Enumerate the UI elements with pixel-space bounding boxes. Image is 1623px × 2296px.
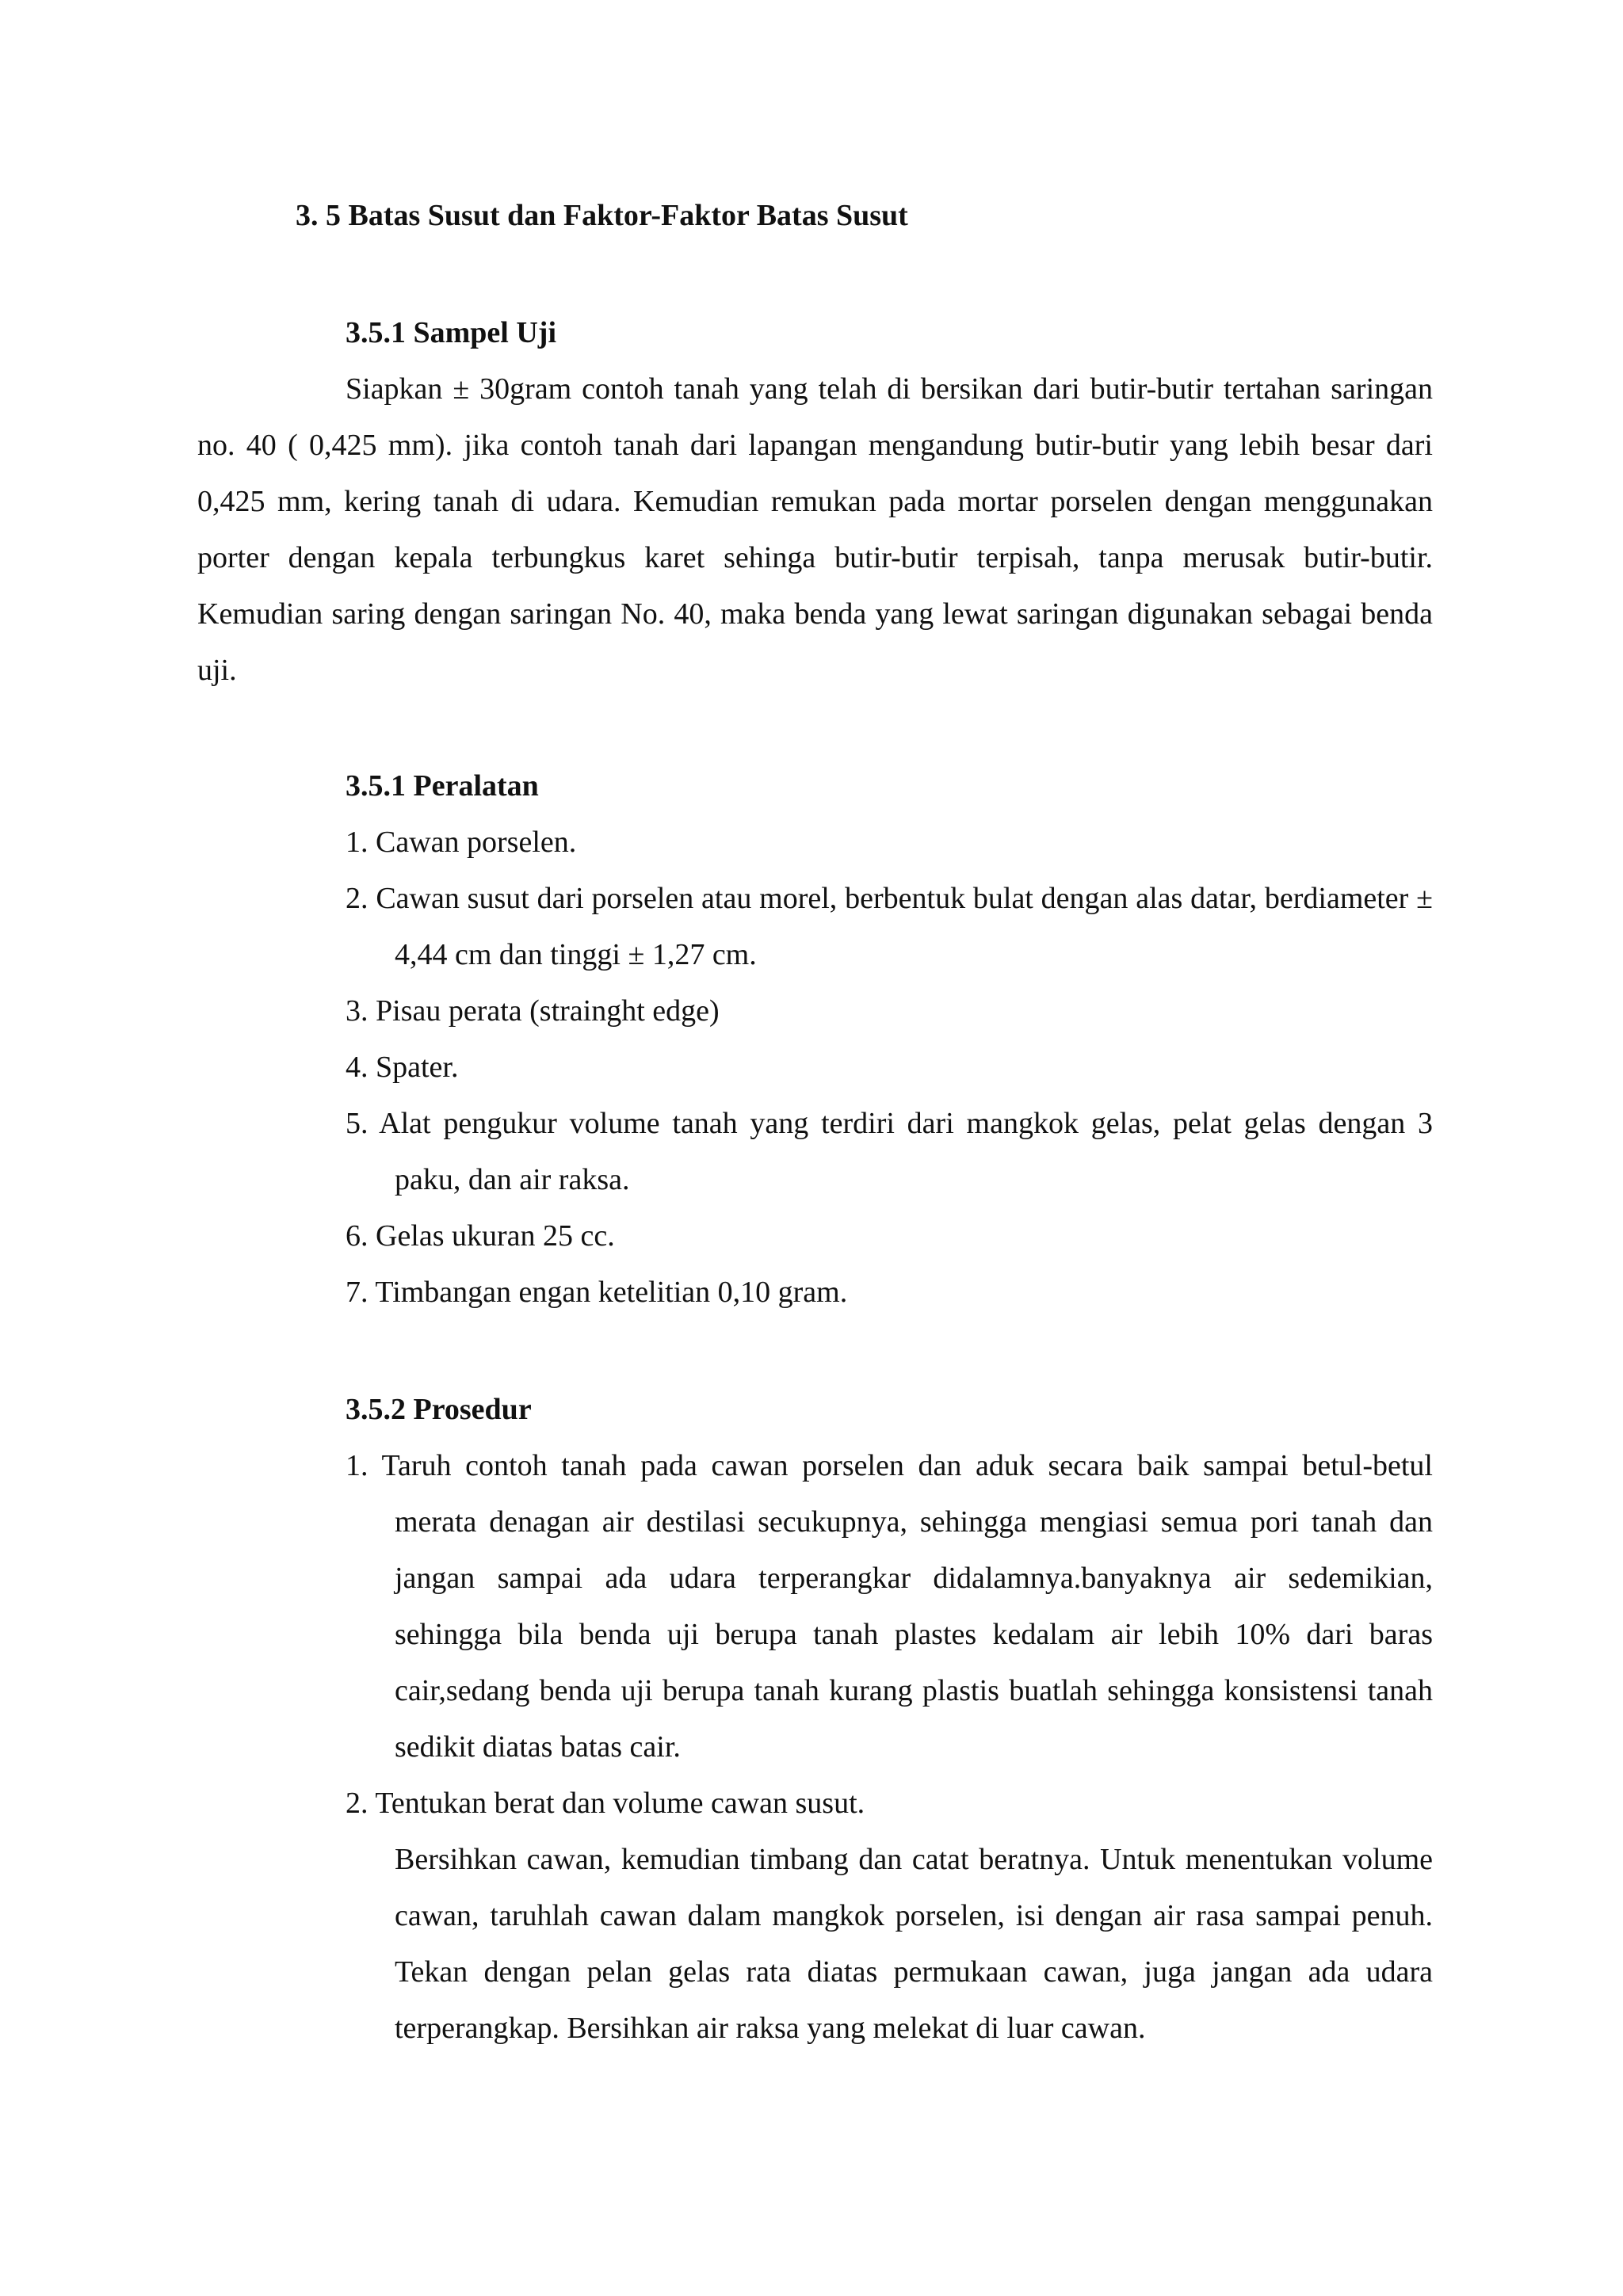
section-title: 3. 5 Batas Susut dan Faktor-Faktor Batas Susut	[296, 199, 908, 232]
peralatan-item: 6. Gelas ukuran 25 cc.	[346, 1219, 615, 1253]
prosedur-item: 2. Tentukan berat dan volume cawan susut.	[346, 1787, 865, 1820]
peralatan-item: 2. Cawan susut dari porselen atau morel, berbentuk bulat dengan alas datar, berdiameter ± 4,44 cm dan tinggi ± 1,27 cm.	[346, 882, 1433, 971]
prosedur-list	[346, 1438, 1433, 1832]
peralatan-item: 4. Spater.	[346, 1051, 459, 1084]
prosedur-item: 1. Taruh contoh tanah pada cawan porselen dan aduk secara baik sampai betul-betul merata denagan air destilasi secukupnya, sehingga mengiasi semua pori tanah dan jangan sampai ada udara terperangkar didalamnya.banyaknya air sedemikian, sehingga bila benda uji berupa tanah plastes kedalam air lebih 10% dari baras cair,sedang benda uji berupa tanah kurang plastis buatlah sehingga konsistensi tanah sedikit diatas batas cair.	[346, 1449, 1433, 1764]
sampel-uji-heading: 3.5.1 Sampel Uji	[346, 316, 556, 349]
sampel-uji-paragraph: Siapkan ± 30gram contoh tanah yang telah di bersikan dari butir-butir tertahan saringan no. 40 ( 0,425 mm). jika contoh tanah dari lapangan mengandung butir-butir yang lebih besar dari 0,425 mm, kering tanah di udara. Kemudian remukan pada mortar porselen dengan menggunakan porter dengan kepala terbungkus karet sehinga butir-butir terpisah, tanpa merusak butir-butir. Kemudian saring dengan saringan No. 40, maka benda yang lewat saringan digunakan sebagai benda uji.	[197, 372, 1433, 687]
prosedur-step2-detail: Bersihkan cawan, kemudian timbang dan catat beratnya. Untuk menentukan volume cawan, taruhlah cawan dalam mangkok porselen, isi dengan air rasa sampai penuh. Tekan dengan pelan gelas rata diatas permukaan cawan, juga jangan ada udara terperangkap. Bersihkan air raksa yang melekat di luar cawan.	[395, 1843, 1433, 2045]
peralatan-list	[346, 814, 1433, 1321]
peralatan-item: 1. Cawan porselen.	[346, 826, 577, 859]
peralatan-item: 5. Alat pengukur volume tanah yang terdiri dari mangkok gelas, pelat gelas dengan 3 paku, dan air raksa.	[346, 1107, 1433, 1196]
peralatan-item: 3. Pisau perata (strainght edge)	[346, 994, 720, 1028]
peralatan-heading: 3.5.1 Peralatan	[346, 769, 539, 803]
peralatan-item: 7. Timbangan engan ketelitian 0,10 gram.	[346, 1276, 848, 1309]
prosedur-heading: 3.5.2 Prosedur	[346, 1393, 532, 1426]
